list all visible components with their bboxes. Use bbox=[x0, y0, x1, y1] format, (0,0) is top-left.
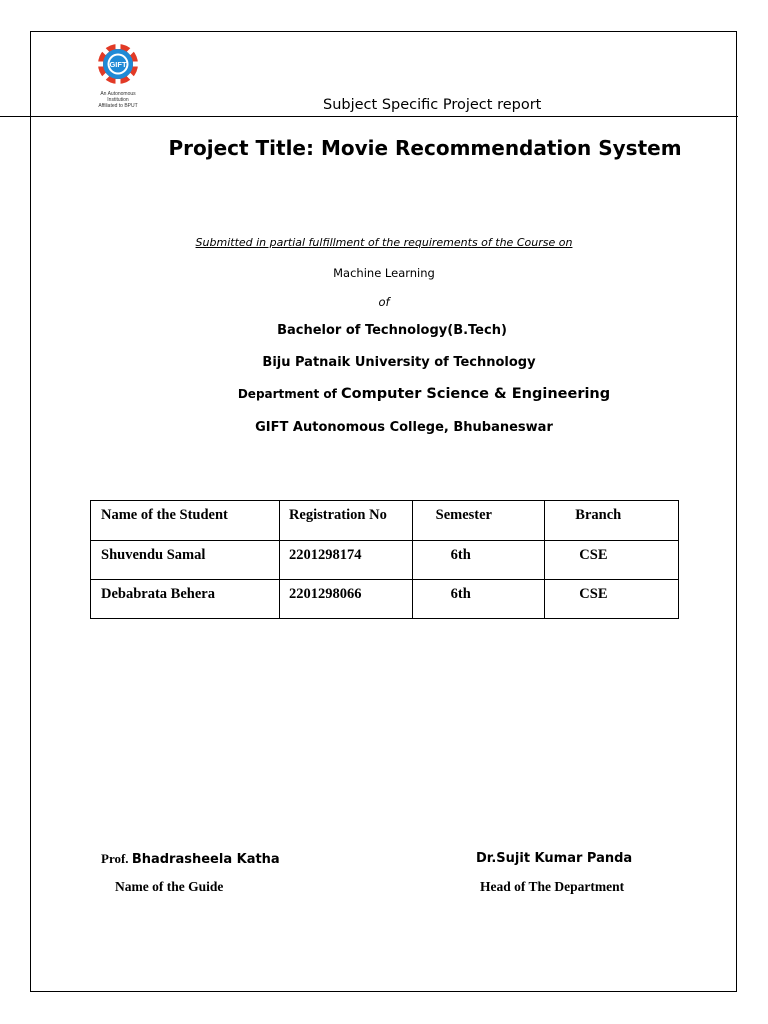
student-name-cell: Shuvendu Samal bbox=[91, 541, 280, 580]
registration-cell: 2201298174 bbox=[279, 541, 412, 580]
branch-cell: CSE bbox=[545, 541, 679, 580]
column-header: Name of the Student bbox=[91, 501, 280, 541]
branch-cell: CSE bbox=[545, 580, 679, 619]
course-name: Machine Learning bbox=[333, 266, 435, 280]
report-header-title: Subject Specific Project report bbox=[323, 97, 542, 113]
table-row bbox=[91, 580, 679, 619]
column-header: Registration No bbox=[279, 501, 412, 541]
semester-cell: 6th bbox=[412, 541, 545, 580]
department-name: Department of Computer Science & Engineering bbox=[237, 386, 611, 402]
table-header-row bbox=[91, 501, 679, 541]
column-header: Branch bbox=[545, 501, 679, 541]
header-rule bbox=[0, 116, 738, 117]
college-logo bbox=[80, 42, 156, 116]
logo-caption: An Autonomous Institution Affiliated to BPUT bbox=[98, 91, 138, 109]
gear-logo-icon bbox=[96, 42, 140, 90]
college-name: GIFT Autonomous College, Bhubaneswar bbox=[255, 420, 553, 435]
degree-name: Bachelor of Technology(B.Tech) bbox=[277, 323, 507, 338]
guide-name: Prof. Bhadrasheela Katha bbox=[101, 851, 280, 867]
hod-role: Head of The Department bbox=[480, 879, 625, 894]
hod-name: Dr.Sujit Kumar Panda bbox=[476, 851, 633, 866]
student-table bbox=[90, 500, 679, 619]
registration-cell: 2201298066 bbox=[279, 580, 412, 619]
project-title: Project Title: Movie Recommendation System bbox=[168, 136, 682, 160]
of-text: of bbox=[378, 295, 390, 309]
semester-cell: 6th bbox=[412, 580, 545, 619]
svg-text:GIFT: GIFT bbox=[109, 60, 127, 69]
student-name-cell: Debabrata Behera bbox=[91, 580, 280, 619]
submission-statement: Submitted in partial fulfillment of the requirements of the Course on bbox=[195, 236, 573, 249]
table-row bbox=[91, 541, 679, 580]
column-header: Semester bbox=[412, 501, 545, 541]
university-name: Biju Patnaik University of Technology bbox=[262, 355, 536, 370]
guide-role: Name of the Guide bbox=[115, 879, 224, 894]
